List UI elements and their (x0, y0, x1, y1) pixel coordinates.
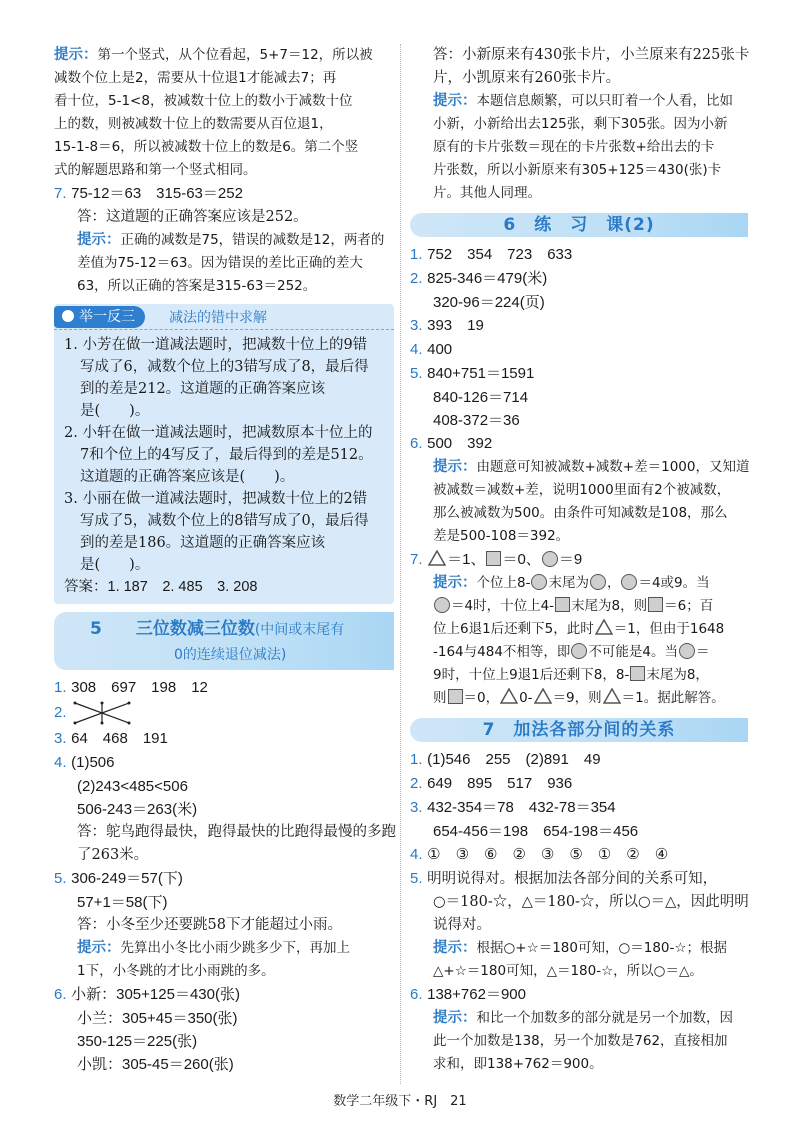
practice-line: 1. 小芳在做一道减法题时，把减数十位上的9错 (64, 337, 368, 353)
hint-text: 个位上8- (476, 575, 531, 591)
hint-text: 第一个竖式，从个位看起，5+7＝12，所以被 (97, 47, 373, 63)
hint-text: 本题信息颇繁，可以只盯着一个人看，比如 (476, 93, 733, 109)
answer-text: 500 392 (427, 435, 493, 452)
question-number: 2. (410, 775, 423, 792)
question-number: 5. (54, 870, 67, 887)
circle-icon (679, 643, 695, 659)
triangle-icon (603, 688, 621, 704)
answer-text: 649 895 517 936 (427, 775, 573, 792)
hint-line (54, 44, 394, 67)
answer-line (410, 796, 748, 820)
hint-line (410, 641, 748, 664)
triangle-icon (595, 619, 613, 635)
hint-text: 那么被减数为500。由条件可知减数是108，那么 (433, 505, 728, 521)
question-number: 2. (410, 270, 423, 287)
question-number: 6. (54, 986, 67, 1003)
practice-line: 是( )。 (80, 403, 150, 419)
answer-text: 小兰：305+45＝350(张) (77, 1010, 238, 1027)
answer-line (410, 867, 748, 891)
answer-line (54, 700, 394, 727)
section-subtitle: (中间或末尾有 (254, 622, 345, 638)
hint-label: 提示： (433, 575, 477, 591)
practice-line: 3. 小丽在做一道减法题时，把减数十位上的2错 (64, 491, 368, 507)
practice-line: 写成了6，减数个位上的3错写成了8，最后得 (80, 359, 369, 375)
column-divider (400, 44, 401, 1084)
hint-label: 提示： (77, 940, 121, 956)
answer-text: ＝1、 (447, 551, 486, 568)
answer-line (410, 338, 748, 362)
hint-text: 0- (519, 690, 533, 706)
answer-line (54, 182, 394, 206)
answer-line (410, 748, 748, 772)
hint-label: 提示： (433, 93, 477, 109)
hint-label: 提示： (77, 232, 121, 248)
answer-line (410, 432, 748, 456)
answer-text: 明明说得对。根据加法各部分间的关系可知， (427, 871, 718, 887)
hint-text: 位上6退1后还剩下5，此时 (433, 621, 594, 637)
section-header-5 (54, 612, 394, 670)
hint-line (410, 1007, 748, 1030)
hint-text: ， (606, 575, 621, 591)
hint-line (54, 937, 394, 960)
triangle-icon (500, 688, 518, 704)
answer-text: 了263米。 (77, 847, 149, 863)
square-icon (448, 689, 463, 704)
answer-line (410, 267, 748, 291)
hint-text: ＝ (696, 644, 710, 660)
question-number: 5. (410, 870, 423, 887)
hint-text: 正确的减数是75，错误的减数是12，两者的 (120, 232, 385, 248)
section-subtitle: 0的连续退位减法) (174, 647, 287, 663)
answer-line (410, 243, 748, 267)
question-number: 7. (54, 185, 67, 202)
answer-text: ① ③ ⑥ ② ③ ⑤ ① ② ④ (427, 846, 669, 863)
hint-line (410, 90, 748, 113)
practice-box-header (54, 304, 394, 330)
answer-text: 小凯：305-45＝260(张) (77, 1056, 234, 1073)
hint-text: 则 (433, 690, 447, 706)
question-number: 1. (54, 679, 67, 696)
answer-text: 片，小凯原来有260张卡片。 (433, 70, 621, 86)
hint-text: 根据○+☆＝180可知，○＝180-☆；根据 (476, 940, 727, 956)
hint-text: 先算出小冬比小雨少跳多少下，再加上 (120, 940, 350, 956)
circle-icon (531, 574, 547, 590)
hint-text: ＝4时，十位上4- (451, 598, 555, 614)
answer-text: 350-125＝225(张) (77, 1033, 198, 1050)
hint-text: ＝0， (463, 690, 500, 706)
question-number: 6. (410, 435, 423, 452)
question-number: 3. (410, 317, 423, 334)
hint-text: ＝1。据此解答。 (621, 690, 725, 706)
answer-line (410, 983, 748, 1007)
circle-icon (621, 574, 637, 590)
hint-text: △+☆＝180可知，△＝180-☆，所以○＝△。 (433, 963, 703, 979)
question-number: 4. (54, 754, 67, 771)
hint-line (410, 595, 748, 618)
answer-text: 320-96＝224(页) (433, 294, 545, 311)
hint-text: 此一个加数是138，另一个加数是762，直接相加 (433, 1033, 728, 1049)
hint-line (410, 456, 748, 479)
hint-text: -164与484不相等，即 (433, 644, 571, 660)
hint-text: 由题意可知被减数+减数+差＝1000，又知道 (476, 459, 750, 475)
square-icon (630, 666, 645, 681)
hint-text: 63，所以正确的答案是315-63＝252。 (77, 278, 317, 294)
hint-line (410, 937, 748, 960)
question-number: 7. (410, 551, 423, 568)
answer-line (410, 772, 748, 796)
hint-text: 看十位，5-1<8，被减数十位上的数小于减数十位 (54, 93, 353, 109)
question-number: 3. (54, 730, 67, 747)
answer-text: 答：鸵鸟跑得最快，跑得最快的比跑得最慢的多跑 (77, 824, 396, 840)
hint-text: 片。其他人同理。 (433, 185, 541, 201)
hint-line (410, 618, 748, 641)
answer-text: 答：小冬至少还要跳58下才能超过小雨。 (77, 917, 342, 933)
question-number: 4. (410, 846, 423, 863)
answer-text: 答：这道题的正确答案应该是252。 (77, 209, 308, 225)
hint-text: 上的数，则被减数十位上的数需要从百位退1， (54, 116, 333, 132)
answer-text: 57+1＝58(下) (77, 894, 168, 911)
answer-text: 408-372＝36 (433, 412, 520, 429)
practice-line: 写成了5，减数个位上的8错写成了0，最后得 (80, 513, 369, 529)
hint-text: 1下，小冬跳的才比小雨跳的多。 (77, 963, 275, 979)
answer-text: 75-12＝63 315-63＝252 (71, 185, 243, 202)
answer-text: 654-456＝198 654-198＝456 (433, 823, 639, 840)
answer-text: 840+751＝1591 (427, 365, 535, 382)
answer-text: (1)506 (71, 754, 115, 771)
answer-text: ＝0、 (502, 551, 541, 568)
hint-text: 被减数＝减数+差，说明1000里面有2个被减数， (433, 482, 731, 498)
hint-label: 提示： (433, 459, 477, 475)
hint-text: 片张数，所以小新原来有305+125＝430(张)卡 (433, 162, 722, 178)
answer-text: 306-249＝57(下) (71, 870, 183, 887)
answer-text: 说得对。 (433, 917, 491, 933)
hint-text: 9时，十位上9退1后还剩下8，8- (433, 667, 630, 683)
lightbulb-icon (62, 310, 74, 322)
square-icon (648, 597, 663, 612)
hint-line (410, 572, 748, 595)
practice-tag (54, 306, 145, 328)
square-icon (555, 597, 570, 612)
practice-line: 这道题的正确答案应该是( )。 (80, 469, 295, 485)
hint-label: 提示： (433, 1010, 477, 1026)
circle-icon (590, 574, 606, 590)
hint-text: 差是500-108＝392。 (433, 528, 570, 544)
answer-text: 393 19 (427, 317, 484, 334)
section-header-6: 6 练 习 课(2) (410, 213, 748, 237)
answer-text: ○＝180-☆，△＝180-☆，所以○＝△，因此明明 (433, 894, 749, 910)
question-number: 2. (54, 704, 67, 721)
page-footer: 数学二年级下・RJ 21 (333, 1094, 467, 1109)
question-number: 3. (410, 799, 423, 816)
answer-text: 308 697 198 12 (71, 679, 208, 696)
hint-text: 不可能是4。当 (588, 644, 678, 660)
practice-line: 到的差是212。这道题的正确答案应该 (80, 381, 326, 397)
practice-line: 2. 小轩在做一道减法题时，把减数原本十位上的 (64, 425, 373, 441)
hint-text: 末尾为 (548, 575, 589, 591)
left-column (54, 44, 394, 1076)
answer-text: 答：小新原来有430张卡片，小兰原来有225张卡 (433, 47, 750, 63)
answer-text: (2)243<485<506 (77, 778, 188, 795)
hint-text: 和比一个加数多的部分就是另一个加数，因 (476, 1010, 733, 1026)
answer-text: 64 468 191 (71, 730, 168, 747)
question-number: 4. (410, 341, 423, 358)
hint-line (54, 229, 394, 252)
square-icon (486, 551, 501, 566)
circle-icon (571, 643, 587, 659)
circle-icon (434, 597, 450, 613)
right-column (410, 44, 748, 1076)
answer-text: ＝9 (558, 551, 583, 568)
answer-text: 138+762＝900 (427, 986, 526, 1003)
hint-line (410, 687, 748, 710)
hint-text: 小新，小新给出去125张，剩下305张。因为小新 (433, 116, 728, 132)
section-header-7: 7 加法各部分间的关系 (410, 718, 748, 742)
practice-answer: 答案：1. 187 2. 485 3. 208 (64, 579, 258, 595)
answer-line (410, 548, 748, 572)
answer-line (54, 727, 394, 751)
matching-lines-figure (71, 700, 133, 726)
practice-title: 减法的错中求解 (169, 310, 267, 326)
answer-text: 506-243＝263(米) (77, 801, 198, 818)
answer-text: 小新：305+125＝430(张) (71, 986, 240, 1003)
practice-line: 7和个位上的4写反了，最后得到的差是512。 (80, 447, 373, 463)
hint-text: 原有的卡片张数＝现在的卡片张数+给出去的卡 (433, 139, 715, 155)
answer-text: 840-126＝714 (433, 389, 529, 406)
answer-text: 432-354＝78 432-78＝354 (427, 799, 616, 816)
circle-icon (542, 551, 558, 567)
practice-tag-label: 举一反三 (79, 309, 135, 325)
hint-text: 末尾为8，则 (571, 598, 648, 614)
answer-text: 825-346＝479(米) (427, 270, 548, 287)
question-number: 6. (410, 986, 423, 1003)
hint-label: 提示： (433, 940, 477, 956)
hint-text: ＝6；百 (664, 598, 714, 614)
answer-line (54, 867, 394, 891)
section-number: 5 (90, 619, 102, 639)
section-title-line (54, 616, 394, 643)
hint-text: ＝1，但由于1648 (613, 621, 725, 637)
answer-line (54, 676, 394, 700)
hint-text: 15-1-8＝6，所以被减数十位上的数是6。第二个竖 (54, 139, 359, 155)
hint-text: 求和，即138+762＝900。 (433, 1056, 603, 1072)
question-number: 1. (410, 751, 423, 768)
practice-box (54, 304, 394, 604)
hint-text: 减数个位上是2，需要从十位退1才能减去7；再 (54, 70, 337, 86)
practice-line: 到的差是186。这道题的正确答案应该 (80, 535, 326, 551)
question-number: 5. (410, 365, 423, 382)
section-title: 三位数减三位数 (135, 619, 255, 639)
hint-text: 差值为75-12＝63。因为错误的差比正确的差大 (77, 255, 363, 271)
hint-text: ＝4或9。当 (638, 575, 710, 591)
hint-label: 提示： (54, 47, 98, 63)
question-number: 1. (410, 246, 423, 263)
hint-text: 式的解题思路和第一个竖式相同。 (54, 162, 257, 178)
answer-line (410, 843, 748, 867)
hint-text: ＝9，则 (552, 690, 602, 706)
triangle-icon (428, 550, 446, 566)
answer-line (410, 314, 748, 338)
practice-body (54, 330, 394, 598)
triangle-icon (534, 688, 552, 704)
answer-text: 752 354 723 633 (427, 246, 573, 263)
hint-line (410, 664, 748, 687)
answer-text: 400 (427, 341, 453, 358)
answer-text: (1)546 255 (2)891 49 (427, 751, 601, 768)
answer-line (54, 983, 394, 1007)
practice-line: 是( )。 (80, 557, 150, 573)
hint-text: 末尾为8， (646, 667, 709, 683)
answer-line (54, 751, 394, 775)
answer-line (410, 362, 748, 386)
